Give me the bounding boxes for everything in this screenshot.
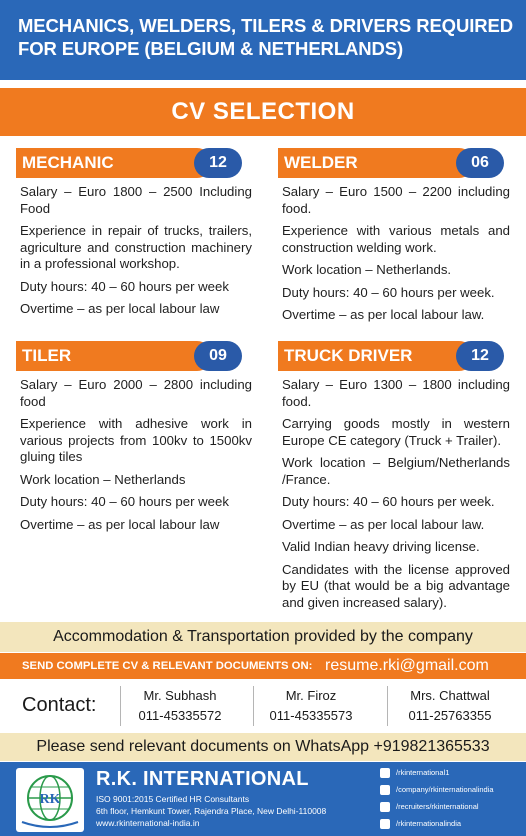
iso-certification: ISO 9001:2015 Certified HR Consultants <box>96 794 250 804</box>
contact-label: Contact: <box>22 694 97 716</box>
list-item: Experience with adhesive work in various projects from 100kv to 1500kv gluing tiles <box>20 416 252 464</box>
section-tiler <box>16 341 252 539</box>
linkedin-icon <box>380 785 390 795</box>
header-title-line-1: MECHANICS, WELDERS, TILERS & DRIVERS REQUIRED <box>18 15 514 36</box>
contact-name: Mr. Subhash <box>143 688 217 703</box>
social-facebook[interactable] <box>380 767 449 779</box>
facebook-icon <box>380 768 390 778</box>
section-welder <box>278 148 510 330</box>
social-naukri[interactable] <box>380 801 479 813</box>
send-cv-bar <box>0 653 526 679</box>
contact-phone[interactable]: 011-45335572 <box>138 708 222 723</box>
header-title-line-2: FOR EUROPE (BELGIUM & NETHERLANDS) <box>18 38 404 59</box>
linkedin-handle: /company/rkinternationalindia <box>396 785 494 794</box>
send-cv-label: SEND COMPLETE CV & RELEVANT DOCUMENTS ON: <box>22 660 313 672</box>
company-logo <box>16 768 84 832</box>
list-item: Carrying goods mostly in western Europe CE category (Truck + Trailer). <box>282 416 510 448</box>
instagram-handle: /rkinternationalindia <box>396 819 462 828</box>
contact-name: Mrs. Chattwal <box>410 688 490 703</box>
email-link[interactable]: resume.rki@gmail.com <box>325 657 489 674</box>
list-item: Salary – Euro 1800 – 2500 Including Food <box>20 184 252 216</box>
naukri-handle: /recruiters/rkinternational <box>396 802 479 811</box>
svg-text:RK: RK <box>39 792 61 807</box>
contact-phone[interactable]: 011-25763355 <box>408 708 492 723</box>
social-linkedin[interactable] <box>380 784 494 796</box>
facebook-handle: /rkinternational1 <box>396 768 450 777</box>
list-item: Work location – Netherlands. <box>282 262 452 277</box>
list-item: Work location – Netherlands <box>20 471 186 487</box>
section-header-truck-driver <box>278 341 504 371</box>
social-instagram[interactable] <box>380 818 461 830</box>
section-mechanic <box>16 148 252 324</box>
section-title: MECHANIC <box>16 148 212 178</box>
contact-phone[interactable]: 011-45335573 <box>269 708 353 723</box>
company-address: 6th floor, Hemkunt Tower, Rajendra Place, New Delhi-110008 <box>96 806 327 816</box>
vacancy-count-badge: 06 <box>456 148 504 178</box>
section-header-mechanic <box>16 148 242 178</box>
list-item: Salary – Euro 1500 – 2200 including food. <box>282 184 510 216</box>
list-item: Overtime – as per local labour law. <box>282 516 485 532</box>
list-item: Valid Indian heavy driving license. <box>282 539 480 554</box>
company-name: R.K. INTERNATIONAL <box>96 768 309 790</box>
list-item: Work location – Belgium/Netherlands /France. <box>282 455 510 487</box>
section-title: TILER <box>16 341 212 371</box>
contact-person <box>115 686 245 726</box>
section-header-welder <box>278 148 504 178</box>
list-item: Salary – Euro 1300 – 1800 including food. <box>282 377 510 409</box>
list-item: Overtime – as per local labour law. <box>282 307 485 322</box>
list-item: Overtime – as per local labour law <box>20 301 220 316</box>
list-item: Experience in repair of trucks, trailers, agriculture and construction machinery in a professional workshop. <box>20 223 252 271</box>
vacancy-count-badge: 09 <box>194 341 242 371</box>
section-truck-driver <box>278 341 510 617</box>
contact-person <box>246 686 376 726</box>
list-item: Salary – Euro 2000 – 2800 including food <box>20 377 252 409</box>
whatsapp-banner: Please send relevant documents on WhatsApp +919821365533 <box>0 733 526 761</box>
list-item: Candidates with the license approved by EU (that would be a big advantage and given increased salary). <box>282 561 510 610</box>
contact-row <box>0 680 526 732</box>
vacancy-count-badge: 12 <box>456 341 504 371</box>
contact-person <box>385 686 515 726</box>
cv-selection-bar: CV SELECTION <box>0 88 526 136</box>
website-link[interactable]: www.rkinternational-india.in <box>96 818 200 828</box>
list-item: Experience with various metals and construction welding work. <box>282 223 510 255</box>
list-item: Duty hours: 40 – 60 hours per week. <box>282 284 495 300</box>
contact-name: Mr. Firoz <box>285 688 337 703</box>
section-title: WELDER <box>278 148 474 178</box>
globe-logo-icon <box>16 768 84 832</box>
section-header-tiler <box>16 341 242 371</box>
vacancy-count-badge: 12 <box>194 148 242 178</box>
accommodation-banner: Accommodation & Transportation provided by the company <box>0 622 526 652</box>
header-banner <box>0 0 526 80</box>
naukri-icon <box>380 802 390 812</box>
list-item: Overtime – as per local labour law <box>20 516 220 532</box>
list-item: Duty hours: 40 – 60 hours per week. <box>282 494 495 509</box>
instagram-icon <box>380 819 390 829</box>
footer <box>0 762 526 836</box>
section-title: TRUCK DRIVER <box>278 341 474 371</box>
list-item: Duty hours: 40 – 60 hours per week <box>20 494 229 509</box>
list-item: Duty hours: 40 – 60 hours per week <box>20 278 229 294</box>
